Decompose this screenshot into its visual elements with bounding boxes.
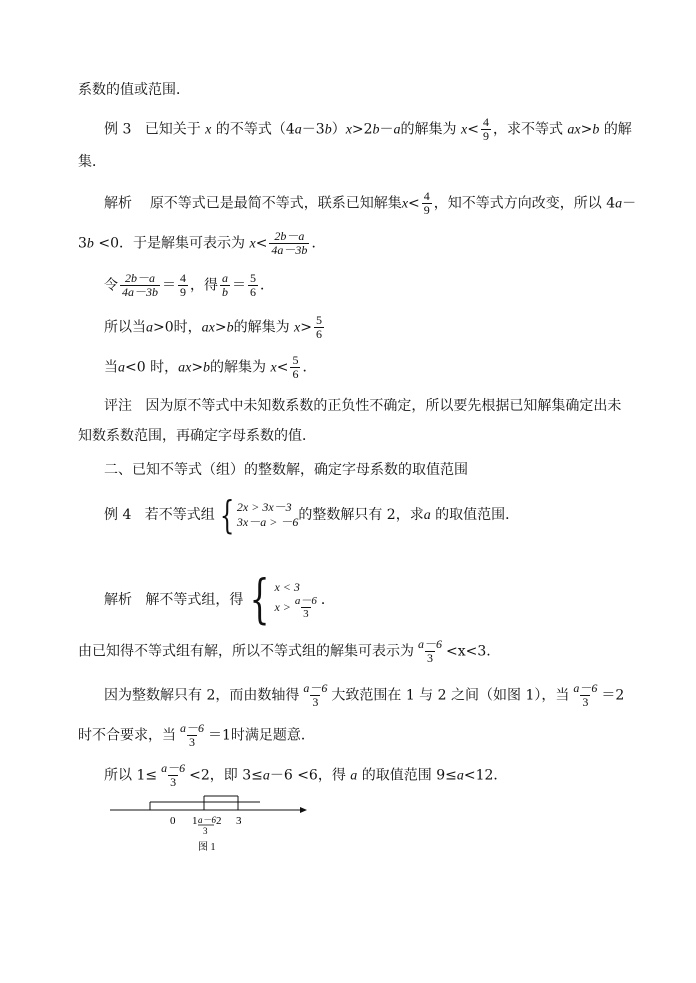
inequality-system-1: { 2x > 3x－3 3x－a > －6: [219, 493, 299, 537]
note-line2: 知数系数范围，再确定字母系数的值．: [78, 428, 316, 444]
number-line-figure: [100, 792, 320, 854]
paragraph-intro: 系数的值或范围．: [78, 82, 190, 98]
solution-4-line2: 由已知得不等式组有解，所以不等式组的解集可表示为 $\frac{a-6}{3}$ <x<3.: [78, 637, 491, 665]
fraction-2b-a-over-4a-3b: $\frac{2b-a}{4a-3b}$: [271, 229, 308, 257]
example-3-statement: 例 3 已知关于 x 的不等式（4a－3b）x>2b－a的解集为 x< $\frac{4}{9}$ ，求不等式 ax>b 的解: [104, 115, 632, 143]
solution-3-line3: 令 $\frac{2b-a}{4a-3b}$ ＝ $\frac{4}{9}$ ，得 $\frac{a}{b}$ ＝ $\frac{5}{6}$ ．: [104, 271, 275, 299]
fraction-4-9: $\frac{4}{9}$: [482, 115, 489, 143]
tick-label-mid-num: a－6: [198, 815, 217, 825]
example-3-label: 例 3: [104, 121, 132, 138]
note-label: 评注: [104, 398, 132, 414]
example-4-label: 例 4: [104, 507, 132, 523]
solution-3-line4: 所以当a>0时，ax>b的解集为 x> $\frac{5}{6}$: [104, 313, 322, 341]
solution-3-label: 解析: [104, 195, 132, 212]
tick-label-2: 2: [216, 815, 222, 827]
solution-4-line1: 解析 解不等式组，得 { x < 3 x > $\frac{a-6}{3}$ ．: [104, 570, 335, 630]
axis-arrow-icon: [300, 807, 307, 813]
solution-3-line2: 3b <0．于是解集可表示为 x< $\frac{2b-a}{4a-3b}$ ．: [78, 229, 326, 257]
solution-3-line5: 当a<0 时，ax>b的解集为 x< $\frac{5}{6}$ ．: [104, 353, 317, 381]
solution-4-line4: 时不合要求，当 $\frac{a-6}{3}$ ＝1时满足题意．: [78, 721, 315, 749]
solution-4-line3: 因为整数解只有 2，而由数轴得 $\frac{a-6}{3}$ 大致范围在 1 与 2 之间（如图 1），当 $\frac{a-6}{3}$ ＝2: [104, 681, 625, 709]
solution-3-line1: 解析 原不等式已是最简不等式，联系已知解集x< $\frac{4}{9}$ ，知不等式方向改变，所以 4a－: [104, 189, 637, 217]
solution-4-line5: 所以 1≤ $\frac{a-6}{3}$ <2，即 3≤a－6 <6，得 a 的取值范围 9≤a<12．: [104, 761, 508, 789]
note-line1: 评注 因为原不等式中未知数系数的正负性不确定，所以要先根据已知解集确定出未: [104, 398, 622, 414]
figure-caption: 图 1: [198, 842, 216, 853]
inequality-system-2: { x < 3 x > $\frac{a-6}{3}$: [249, 570, 317, 630]
solution-4-label: 解析: [104, 592, 132, 608]
fraction-4-9: $\frac{4}{9}$: [423, 189, 430, 217]
tick-label-0: 0: [170, 815, 176, 827]
section-2-heading: 二、已知不等式（组）的整数解，确定字母系数的取值范围: [104, 462, 468, 478]
tick-label-mid-den: 3: [203, 826, 208, 836]
example-3-line2: 集．: [78, 154, 106, 170]
tick-label-3: 3: [236, 815, 242, 827]
example-4-statement: 例 4 若不等式组 { 2x > 3x－3 3x－a > －6 的整数解只有 2，求a 的取值范围．: [104, 493, 520, 537]
tick-label-1: 1: [192, 815, 198, 827]
